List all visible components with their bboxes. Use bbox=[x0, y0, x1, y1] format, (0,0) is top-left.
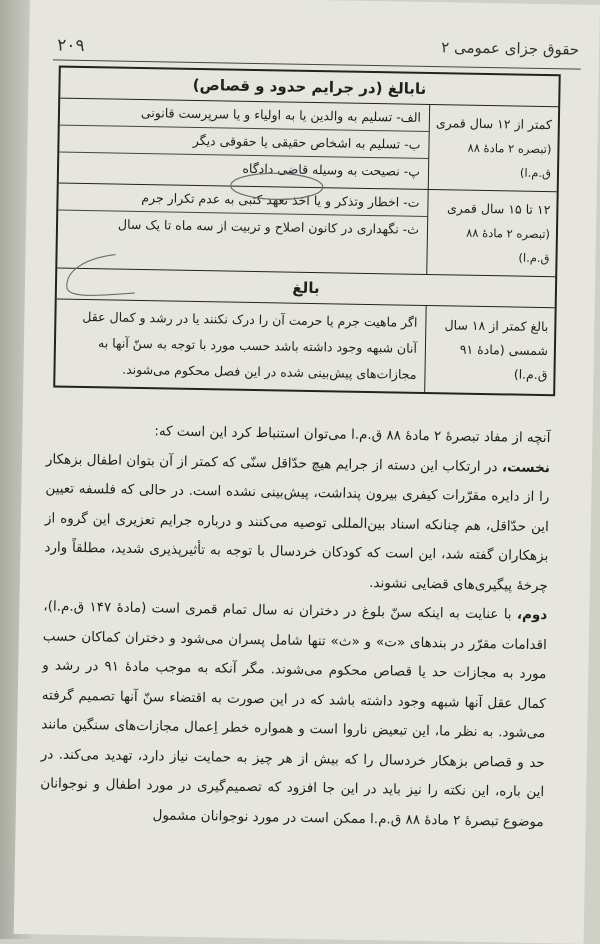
measures-list bbox=[57, 184, 427, 274]
body-text bbox=[40, 415, 551, 837]
age-category-label: ۱۲ تا ۱۵ سال قمری bbox=[446, 200, 551, 218]
table-row bbox=[59, 99, 558, 193]
measures-list bbox=[55, 300, 425, 392]
measure-item: پ- نصیحت به وسیله قاضی دادگاه bbox=[242, 160, 421, 179]
measure-item: ت- اخطار وتذکر و یا اخذ تعهد کتبی به عدم تکرار جرم bbox=[58, 184, 427, 217]
paragraph-first bbox=[44, 445, 550, 601]
book-page bbox=[14, 0, 600, 944]
legal-reference: (تبصره ۲ مادۀ ۸۸ ق.م.ا) bbox=[466, 225, 551, 266]
adult-provision-text: اگر ماهیت جرم یا حرمت آن را درک نکنند یا در رشد و کمال عقل آنان شبهه وجود داشته باشد حسب مورد با توجه به سنّ آنها به مجازات‌های پیش‌بینی شده در این فصل محکوم می‌شوند. bbox=[82, 308, 418, 382]
age-category-cell bbox=[426, 190, 556, 276]
table-row bbox=[57, 184, 556, 278]
measure-item: ث- نگهداری در کانون اصلاح و تربیت از سه ماه تا یک سال bbox=[117, 216, 420, 237]
age-category-cell bbox=[428, 105, 558, 191]
legal-reference: شمسی (مادۀ ۹۱ ق.م.ا) bbox=[459, 341, 549, 383]
paragraph-lead: نخست، bbox=[501, 458, 551, 476]
age-category-label: کمتر از ۱۲ سال قمری bbox=[435, 115, 552, 133]
paragraph-text: در ارتکاب این دسته از جرایم هیچ حدّاقل سنّی که کمتر از آن بتوان اطفال بزهکار را از دایره مقرّرات کیفری بیرون پنداشت، پیش‌بینی نشده است. در حالی که فلسفه تعیین این حدّاقل، هم چنانکه اسناد بین‌المللی توصیه می‌کنند و درباره جرایم تعزیری این گروه از بزهکاران گفته شد، این است که کودکان خردسال با توجه به تأثیرپذیری شدید، مطلقاً وارد چرخۀ پیگیری‌های قضایی نشوند. bbox=[44, 450, 550, 594]
paragraph-text: با عنایت به اینکه سنّ بلوغ در دختران نه سال تمام قمری است (مادۀ ۱۴۷ ق.م.ا)، اقدامات مقرّر در بندهای «ت» و «ث» تنها شامل پسران می‌شود و دختران کماکان حسب مورد به مجازات حد یا قصاص محکوم می‌شوند. مگر آنکه به موجب مادۀ ۹۱ در رشد و کمال عقل آنها شبهه وجود داشته باشد که در این صورت به اقتضاء سنّ آنها تصمیم گرفته می‌شود. به نظر ما، این تبعیض ناروا است و همواره خطر اِعمال مجازات‌های سنگین مانند حد و قصاص بزهکار خردسال را که بیش از هر چیز به حمایت نیاز دارد، تهدید می‌کند. در این باره، این نکته را نیز باید در این جا افزود که تصمیم‌گیری در مورد اطفال و نوجوانان موضوع تبصرۀ ۲ مادۀ ۸۸ ق.م.ا ممکن است در مورد نوجوانان مشمول bbox=[40, 598, 547, 830]
paragraph-lead: دوم، bbox=[516, 606, 548, 624]
age-category-label: بالغ کمتر از ۱۸ سال bbox=[444, 317, 549, 335]
table-band-adult: بالغ bbox=[57, 269, 555, 309]
paragraph-second bbox=[40, 592, 548, 837]
legal-reference: (تبصره ۲ مادۀ ۸۸ ق.م.ا) bbox=[467, 140, 552, 181]
measures-list bbox=[59, 99, 429, 189]
measure-item: ب- تسلیم به اشخاص حقیقی یا حقوقی دیگر bbox=[59, 126, 428, 159]
intro-paragraph: آنچه از مفاد تبصرۀ ۲ مادۀ ۸۸ ق.م.ا می‌توان استنباط کرد این است که: bbox=[154, 423, 551, 447]
page-number: ۲۰۹ bbox=[56, 35, 85, 56]
sanctions-table bbox=[53, 66, 561, 397]
measure-item: الف- تسلیم به والدین یا به اولیاء و یا سرپرست قانونی bbox=[60, 99, 429, 132]
table-band-minor: نابالغ (در جرایم حدود و قصاص) bbox=[60, 68, 558, 108]
age-category-cell bbox=[424, 306, 554, 394]
table-row bbox=[55, 300, 554, 395]
running-head: حقوق جزای عمومی ۲ bbox=[441, 38, 580, 59]
